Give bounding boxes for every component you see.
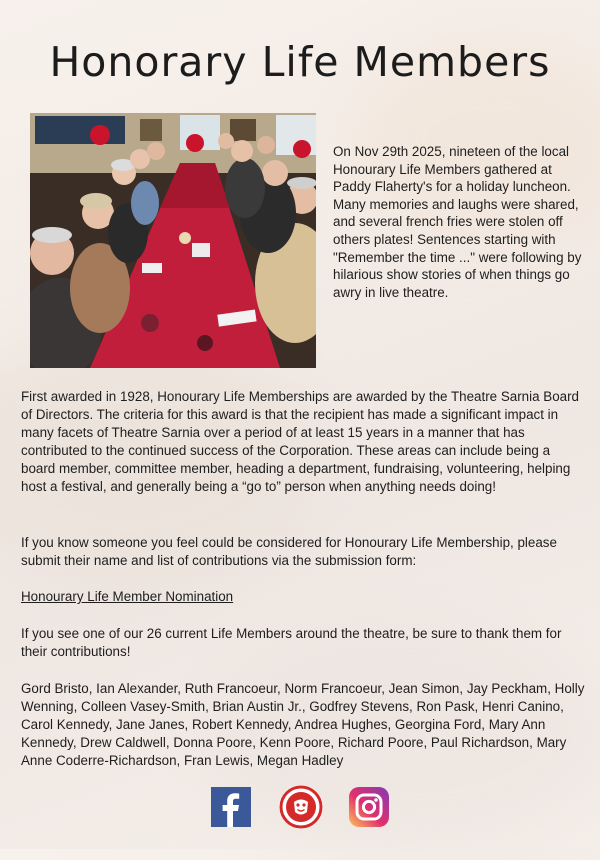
nominate-paragraph: If you know someone you feel could be considered for Honourary Life Membership, please submit their name and list of contributions via the submission form: [21,535,557,568]
social-icons [0,787,600,829]
luncheon-description: On Nov 29th 2025, nineteen of the local Honourary Life Members gathered at Paddy Flaherty's for a holiday luncheon. Many memories and laughs were shared, and several french fries were stolen off others plates! Sentences starting with "Remember the time ..." were following by hilarious show stories of when things go awry in live theatre. [333,144,582,300]
facebook-icon[interactable] [211,787,251,827]
theatre-crest-logo[interactable] [278,784,324,830]
thanks-paragraph: If you see one of our 26 current Life Members around the theatre, be sure to thank them for their contributions! [21,626,562,659]
instagram-icon[interactable] [349,787,389,827]
nomination-link[interactable]: Honourary Life Member Nomination [21,589,234,604]
page-title: Honorary Life Members [49,38,551,86]
history-paragraph: First awarded in 1928, Honourary Life Memberships are awarded by the Theatre Sarnia Board of Directors. The criteria for this award is that the recipient has made a significant impact in many facets of Theatre Sarnia over a period of at least 15 years in a manner that has contributed to the continued success of the Corporation. These areas can include being a board member, committee member, heading a department, fundraising, volunteering, helping host a festival, and generally being a “go to” person when anything needs doing! [21,389,579,494]
luncheon-photo [30,113,316,368]
members-list: Gord Bristo, Ian Alexander, Ruth Francoeur, Norm Francoeur, Jean Simon, Jay Peckham, Holly Wenning, Colleen Vasey-Smith, Brian Austin Jr., Godfrey Stevens, Ron Pask, Henri Canino, Carol Kennedy, Jane Janes, Robert Kennedy, Andrea Hughes, Georgina Ford, Mary Ann Kennedy, Drew Caldwell, Donna Poore, Kenn Poore, Richard Poore, Paul Richardson, Mary Anne Coderre-Richardson, Fran Lewis, Megan Hadley [21,681,585,768]
